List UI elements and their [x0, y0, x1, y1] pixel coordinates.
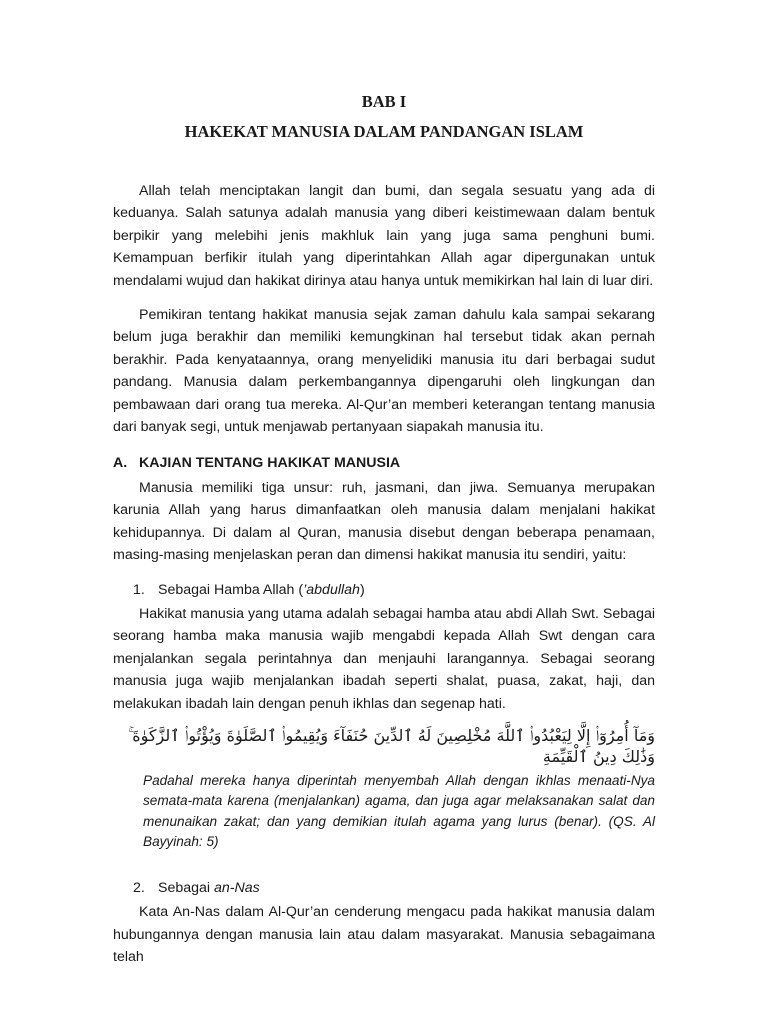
- paragraph-thought: Pemikiran tentang hakikat manusia sejak zaman dahulu kala sampai sekarang belum juga berakhir dan memiliki kemungkinan hal tersebut tidak akan pernah berakhir. Pada kenyataannya, orang menyelidiki manusia itu dari berbagai sudut pandang. Manusia dalam perkembangannya dipengaruhi oleh lingkungan dan pembawaan dari orang tua mereka. Al-Qur’an memberi keterangan tentang manusia dari banyak segi, untuk menjawab pertanyaan siapakah manusia itu.: [113, 307, 655, 436]
- paragraph-intro: Allah telah menciptakan langit dan bumi, dan segala sesuatu yang ada di keduanya. Salah satunya adalah manusia yang diberi keistimewaan dalam bentuk berpikir yang melebihi jenis makhluk lain yang juga sama penghuni bumi. Kemampuan berfikir itulah yang diperintahkan Allah agar dipergunakan untuk mendalami wujud dan hakikat dirinya atau hanya untuk memikirkan hal lain di luar diri.: [113, 183, 655, 289]
- item-1-label-wrap: [158, 579, 365, 601]
- item-2-label-wrap: [158, 877, 260, 899]
- item-2-label-italic: an-Nas: [214, 879, 260, 896]
- document-body: [113, 180, 655, 969]
- chapter-title: HAKEKAT MANUSIA DALAM PANDANGAN ISLAM: [184, 122, 584, 141]
- item-1-heading: [113, 579, 655, 601]
- item-1-label: Sebagai Hamba Allah (: [158, 581, 304, 598]
- section-a-text: Manusia memiliki tiga unsur: ruh, jasmani, dan jiwa. Semuanya merupakan karunia Allah yang harus dimanfaatkan oleh manusia dalam menjalani hakikat kehidupannya. Di dalam al Quran, manusia disebut dengan beberapa penamaan, masing-masing menjelaskan peran dan dimensi hakikat manusia itu sendiri, yaitu:: [113, 479, 655, 564]
- item-2-heading: [113, 877, 655, 899]
- item-1-number: 1.: [133, 581, 145, 598]
- item-2-number: 2.: [133, 879, 145, 896]
- document-page: [113, 0, 655, 1024]
- section-a-title: KAJIAN TENTANG HAKIKAT MANUSIA: [139, 455, 401, 472]
- item-1-text: Hakikat manusia yang utama adalah sebagai hamba atau abdi Allah Swt. Sebagai seorang hamba maka manusia wajib mengabdi kepada Allah Swt dengan cara menjalankan segala perintahnya dan menjauhi larangannya. Sebagai seorang manusia juga wajib menjalankan ibadah seperti shalat, puasa, zakat, haji, dan melakukan ibadah lain dengan penuh ikhlas dan segenap hati.: [113, 605, 655, 712]
- item-2-text: Kata An-Nas dalam Al-Qur’an cenderung mengacu pada hakikat manusia dalam hubungannya dengan manusia lain atau dalam masyarakat. Manusia sebagaimana telah: [113, 904, 655, 966]
- section-a-heading: [113, 452, 655, 474]
- chapter-heading: BAB I: [361, 92, 407, 111]
- item-2-label: Sebagai: [158, 879, 215, 896]
- section-a-number: A.: [113, 455, 128, 472]
- item-1-label-italic: ’abdullah: [303, 581, 360, 598]
- item-1-label-end: ): [359, 581, 365, 598]
- verse-translation: Padahal mereka hanya diperintah menyembah Allah dengan ikhlas menaati-Nya semata-mata karena (menjalankan) agama, dan juga agar melaksanakan salat dan menunaikan zakat; dan yang demikian itulah agama yang lurus (benar). (QS. Al Bayyinah: 5): [143, 772, 655, 850]
- quran-verse: وَمَآ أُمِرُوٓا۟ إِلَّا لِيَعْبُدُوا۟ ٱللَّهَ مُخْلِصِينَ لَهُ ٱلدِّينَ حُنَفَآءَ وَيُقِيمُوا۟ ٱلصَّلَوٰةَ وَيُؤْتُوا۟ ٱلزَّكَوٰةَ ۚ وَذَٰلِكَ دِينُ ٱلْقَيِّمَةِ: [128, 725, 655, 766]
